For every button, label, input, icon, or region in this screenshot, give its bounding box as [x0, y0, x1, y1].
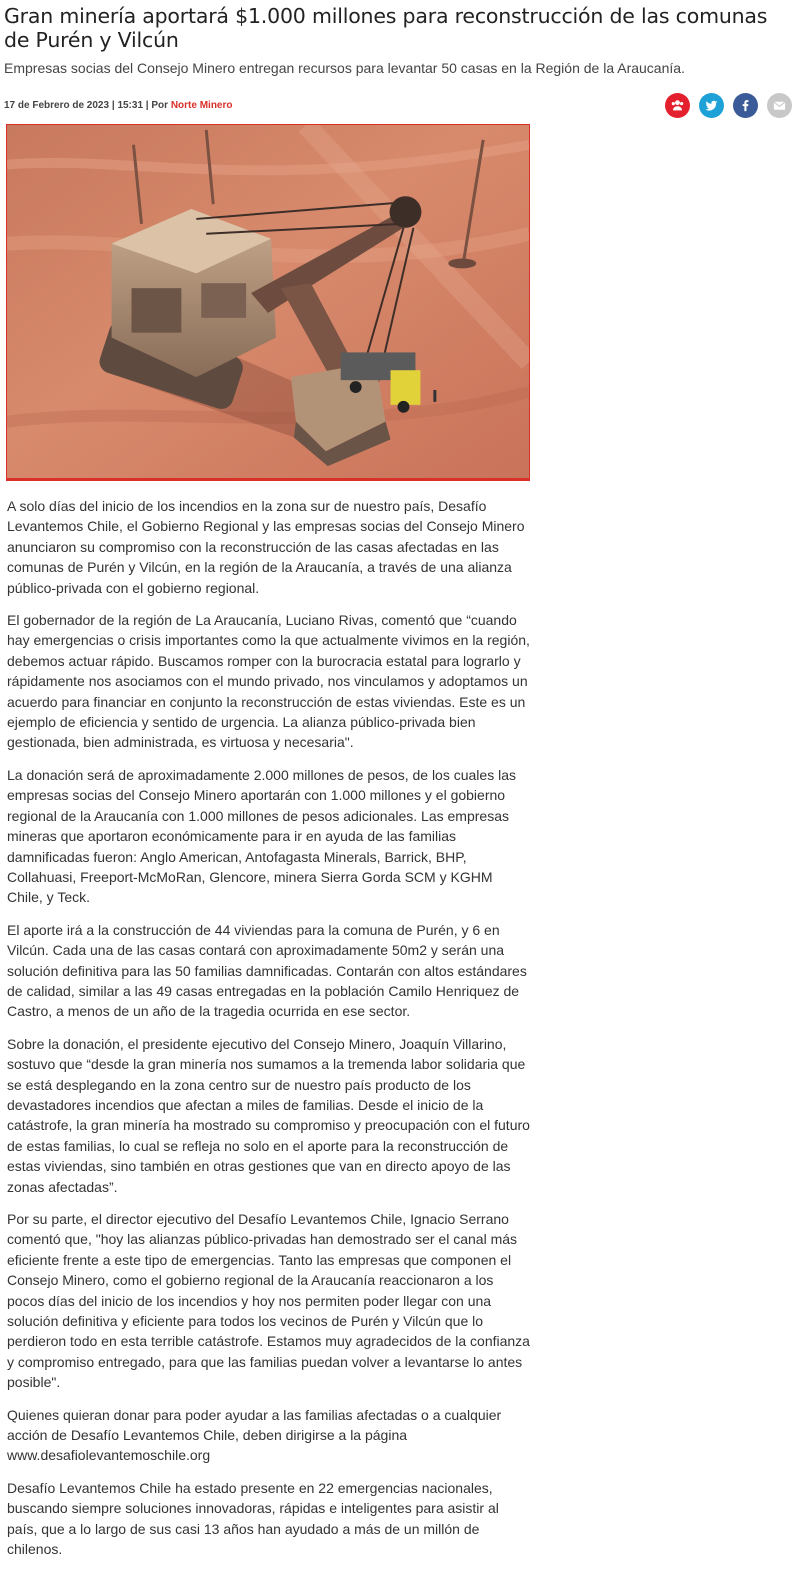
article-paragraph: Por su parte, el director ejecutivo del Desafío Levantemos Chile, Ignacio Serrano comentó que, "hoy las alianzas público-privadas han demostrado ser el canal más eficiente frente a este tipo de emergencias. Tanto las empresas que componen el Consejo Minero, como el gobierno regional de la Araucanía reaccionaron a los pocos días del inicio de los incendios y hoy nos permiten poder llegar con una solución definitiva y eficiente para todos los vecinos de Purén y Vilcún que lo perdieron todo en esta terrible catástrofe. Estamos muy agradecidos de la confianza y compromiso entregado, para que las familias puedan volver a levantarse lo antes posible".: [7, 1211, 530, 1391]
article-time: 15:31: [117, 100, 144, 111]
author-link[interactable]: Norte Minero: [170, 100, 233, 111]
twitter-icon: [704, 98, 719, 113]
article-date: 17 de Febrero de 2023: [4, 100, 110, 111]
share-facebook-button[interactable]: [733, 93, 758, 118]
share-email-button[interactable]: [767, 93, 792, 118]
article-paragraph: Quienes quieran donar para poder ayudar a las familias afectadas o a cualquier acción de Desafío Levantemos Chile, deben dirigirse a la página www.desafiolevantemoschile.org: [7, 1406, 502, 1464]
share-users-button[interactable]: [665, 93, 690, 118]
article-body: [7, 496, 532, 1572]
article-paragraph: Desafío Levantemos Chile ha estado presente en 22 emergencias nacionales, buscando siempre soluciones innovadoras, rápidas e inteligentes para asistir al país, que a lo largo de sus casi 13 años han ayudado a más de un millón de chilenos.: [7, 1479, 499, 1558]
author-prefix: | Por: [145, 100, 169, 111]
article-paragraph: Sobre la donación, el presidente ejecutivo del Consejo Minero, Joaquín Villarino, sostuvo que “desde la gran minería nos sumamos a la tremenda labor solidaria que se está desplegando en la zona centro sur de nuestro país producto de los devastadores incendios que afectan a miles de familias. Desde el inicio de la catástrofe, la gran minería ha mostrado su compromiso y preocupación con el futuro de estas familias, lo cual se refleja no solo en el aporte para la reconstrucción de estas viviendas, sino también en otras gestiones que van en directo apoyo de las zonas afectadas”.: [7, 1035, 530, 1195]
article-subtitle: Empresas socias del Consejo Minero entregan recursos para levantar 50 casas en la Región de la Araucanía.: [4, 60, 685, 76]
share-twitter-button[interactable]: [699, 93, 724, 118]
hero-image: [6, 124, 530, 481]
article-paragraph: La donación será de aproximadamente 2.000 millones de pesos, de los cuales las empresas socias del Consejo Minero aportarán con 1.000 millones y el gobierno regional de la Araucanía con 1.000 millones de pesos adicionales. Las empresas mineras que aportaron económicamente para ir en ayuda de las familias damnificadas fueron: Anglo American, Antofagasta Minerals, Barrick, BHP, Collahuasi, Freeport-McMoRan, Glencore, minera Sierra Gorda SCM y KGHM Chile, y Teck.: [7, 766, 516, 906]
meta-separator: |: [111, 100, 115, 111]
article-paragraph: El aporte irá a la construcción de 44 viviendas para la comuna de Purén, y 6 en Vilcún. Cada una de las casas contará con aproximadamente 50m2 y serán una solución definitiva para las 50 familias damnificadas. Contarán con altos estándares de calidad, similar a las 49 casas entregadas en la población Camilo Henriquez de Castro, a menos de un año de la tragedia ocurrida en ese sector.: [7, 921, 527, 1020]
article-meta: [4, 100, 233, 111]
mining-shovel-photo: [7, 125, 529, 478]
email-icon: [772, 98, 787, 113]
article-paragraph: A solo días del inicio de los incendios en la zona sur de nuestro país, Desafío Levantemos Chile, el Gobierno Regional y las empresas socias del Consejo Minero anunciaron su compromiso con la reconstrucción de las casas afectadas en las comunas de Purén y Vilcún, en la región de la Araucanía, a través de una alianza público-privada con el gobierno regional.: [7, 498, 525, 596]
users-icon: [670, 98, 685, 113]
share-bar: [665, 93, 792, 118]
article-title: Gran minería aportará $1.000 millones para reconstrucción de las comunas de Purén y Vilcún: [4, 4, 768, 52]
facebook-icon: [738, 98, 753, 113]
article-paragraph: El gobernador de la región de La Araucanía, Luciano Rivas, comentó que “cuando hay emergencias o crisis importantes como la que actualmente vivimos en la región, debemos actuar rápido. Buscamos romper con la burocracia estatal para lograrlo y rápidamente nos asociamos con el mundo privado, nos vinculamos y adoptamos un acuerdo para financiar en conjunto la reconstrucción de estas viviendas. Este es un ejemplo de eficiencia y sentido de urgencia. La alianza público-privada bien gestionada, bien administrada, es virtuosa y necesaria".: [7, 612, 530, 751]
